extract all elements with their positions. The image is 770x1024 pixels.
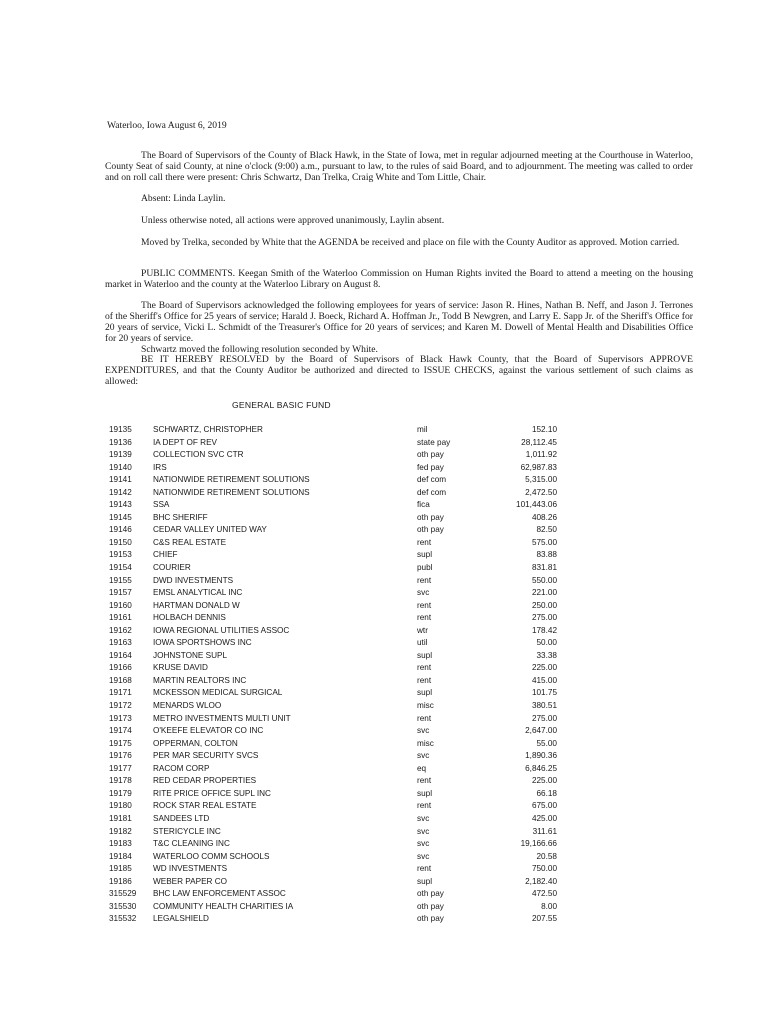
table-row: [0, 851, 770, 864]
vendor-name: STERICYCLE INC: [153, 826, 221, 836]
claim-amount: 66.18: [536, 788, 557, 798]
claim-number: 19176: [109, 751, 132, 761]
vendor-name: RED CEDAR PROPERTIES: [153, 776, 257, 786]
vendor-name: SANDEES LTD: [153, 813, 210, 823]
table-row: [0, 763, 770, 776]
dateline: Waterloo, Iowa August 6, 2019: [107, 120, 227, 131]
vendor-name: T&C CLEANING INC: [153, 839, 230, 849]
claim-amount: 2,472.50: [525, 487, 557, 497]
meeting-paragraph: The Board of Supervisors of the County of Black Hawk, in the State of Iowa, met in regular adjourned meeting at the Courthouse in Waterloo, County Seat of said County, at nine o'clock (9:00) a.m., pursuant to law, to the rules of said Board, and to adjournment. The meeting was called to order and on roll call there were present: Chris Schwartz, Dan Trelka, Craig White and Tom Little, Chair.: [105, 150, 693, 183]
vendor-name: MARTIN REALTORS INC: [153, 675, 247, 685]
table-row: [0, 725, 770, 738]
table-row: [0, 662, 770, 675]
table-row: [0, 650, 770, 663]
claim-number: 19166: [109, 663, 132, 673]
claim-amount: 575.00: [531, 537, 557, 547]
claim-type: supl: [417, 550, 433, 560]
vendor-name: CEDAR VALLEY UNITED WAY: [153, 525, 267, 535]
vendor-name: IA DEPT OF REV: [153, 437, 217, 447]
claim-number: 19184: [109, 851, 132, 861]
claim-amount: 101.75: [531, 688, 557, 698]
table-row: [0, 675, 770, 688]
vendor-name: IOWA SPORTSHOWS INC: [153, 638, 252, 648]
claim-number: 19181: [109, 813, 132, 823]
claim-amount: 178.42: [531, 625, 557, 635]
vendor-name: C&S REAL ESTATE: [153, 537, 227, 547]
claim-amount: 225.00: [531, 776, 557, 786]
claim-type: publ: [417, 563, 433, 573]
claim-number: 19168: [109, 675, 132, 685]
vendor-name: RACOM CORP: [153, 763, 210, 773]
table-row: [0, 562, 770, 575]
claim-number: 19139: [109, 450, 132, 460]
claim-amount: 472.50: [531, 889, 557, 899]
table-row: [0, 700, 770, 713]
claim-amount: 62,987.83: [520, 462, 557, 472]
claim-amount: 225.00: [531, 663, 557, 673]
claim-number: 19180: [109, 801, 132, 811]
claim-amount: 831.81: [531, 563, 557, 573]
vendor-name: NATIONWIDE RETIREMENT SOLUTIONS: [153, 475, 310, 485]
claim-number: 19157: [109, 588, 132, 598]
vendor-name: WEBER PAPER CO: [153, 876, 228, 886]
vendor-name: SSA: [153, 500, 170, 510]
table-row: [0, 524, 770, 537]
claim-amount: 82.50: [536, 525, 557, 535]
vendor-name: NATIONWIDE RETIREMENT SOLUTIONS: [153, 487, 310, 497]
claim-type: supl: [417, 788, 433, 798]
claim-type: oth pay: [417, 450, 444, 460]
claim-amount: 5,315.00: [525, 475, 557, 485]
table-row: [0, 713, 770, 726]
public-comments-paragraph: PUBLIC COMMENTS. Keegan Smith of the Waterloo Commission on Human Rights invited the Board to attend a meeting on the housing market in Waterloo and the county at the Waterloo Library on August 8.: [105, 268, 693, 290]
resolution-paragraph: BE IT HEREBY RESOLVED by the Board of Supervisors of Black Hawk County, that the Board of Supervisors APPROVE EXPENDITURES, and that the County Auditor be authorized and directed to ISSUE CHECKS, against the various settlement of such claims as allowed:: [105, 354, 693, 387]
claim-type: wtr: [417, 625, 428, 635]
table-row: [0, 424, 770, 437]
claim-type: rent: [417, 600, 432, 610]
claim-type: rent: [417, 801, 432, 811]
claim-number: 19178: [109, 776, 132, 786]
claim-amount: 380.51: [531, 701, 557, 711]
claim-number: 19172: [109, 701, 132, 711]
claim-amount: 550.00: [531, 575, 557, 585]
claim-number: 19153: [109, 550, 132, 560]
claim-number: 19150: [109, 537, 132, 547]
claim-amount: 6,846.25: [525, 763, 557, 773]
table-row: [0, 637, 770, 650]
claim-number: 19142: [109, 487, 132, 497]
claim-amount: 425.00: [531, 813, 557, 823]
claim-type: oth pay: [417, 901, 444, 911]
table-row: [0, 863, 770, 876]
table-row: [0, 462, 770, 475]
vendor-name: CHIEF: [153, 550, 178, 560]
claim-amount: 20.58: [536, 851, 557, 861]
claim-number: 19185: [109, 864, 132, 874]
claim-type: mil: [417, 425, 428, 434]
vendor-name: SCHWARTZ, CHRISTOPHER: [153, 425, 263, 434]
claim-amount: 152.10: [531, 425, 557, 434]
claim-amount: 408.26: [531, 512, 557, 522]
claim-number: 19162: [109, 625, 132, 635]
claim-number: 19173: [109, 713, 132, 723]
table-row: [0, 788, 770, 801]
table-row: [0, 826, 770, 839]
claim-type: misc: [417, 738, 434, 748]
agenda-paragraph: Moved by Trelka, seconded by White that the AGENDA be received and place on file with the County Auditor as approved. Motion carried.: [141, 237, 680, 248]
table-row: [0, 876, 770, 889]
vendor-name: COURIER: [153, 563, 191, 573]
table-row: [0, 600, 770, 613]
claim-number: 19175: [109, 738, 132, 748]
claim-amount: 415.00: [531, 675, 557, 685]
claim-type: def com: [417, 475, 447, 485]
claim-amount: 275.00: [531, 613, 557, 623]
claim-number: 315529: [109, 889, 137, 899]
claim-number: 19174: [109, 726, 132, 736]
claim-type: fed pay: [417, 462, 444, 472]
claim-amount: 2,182.40: [525, 876, 557, 886]
vendor-name: PER MAR SECURITY SVCS: [153, 751, 259, 761]
claim-amount: 250.00: [531, 600, 557, 610]
claim-number: 19155: [109, 575, 132, 585]
claim-type: svc: [417, 813, 430, 823]
table-row: [0, 750, 770, 763]
claim-amount: 8.00: [541, 901, 557, 911]
claim-number: 19177: [109, 763, 132, 773]
fund-title: GENERAL BASIC FUND: [232, 400, 331, 410]
vendor-name: WATERLOO COMM SCHOOLS: [153, 851, 270, 861]
claim-type: rent: [417, 663, 432, 673]
vendor-name: IOWA REGIONAL UTILITIES ASSOC: [153, 625, 290, 635]
claim-amount: 1,890.36: [525, 751, 557, 761]
table-row: [0, 800, 770, 813]
claim-amount: 50.00: [536, 638, 557, 648]
table-row: [0, 499, 770, 512]
claim-number: 19171: [109, 688, 132, 698]
vendor-name: MENARDS WLOO: [153, 701, 222, 711]
claim-number: 19136: [109, 437, 132, 447]
table-row: [0, 687, 770, 700]
claim-amount: 750.00: [531, 864, 557, 874]
vendor-name: METRO INVESTMENTS MULTI UNIT: [153, 713, 291, 723]
table-row: [0, 813, 770, 826]
table-row: [0, 449, 770, 462]
vendor-name: HARTMAN DONALD W: [153, 600, 240, 610]
claim-number: 19186: [109, 876, 132, 886]
table-row: [0, 512, 770, 525]
claim-amount: 1,011.92: [525, 450, 557, 460]
claim-number: 19163: [109, 638, 132, 648]
vendor-name: EMSL ANALYTICAL INC: [153, 588, 243, 598]
claim-number: 19182: [109, 826, 132, 836]
table-row: [0, 888, 770, 901]
unanimous-paragraph: Unless otherwise noted, all actions were approved unanimously, Laylin absent.: [141, 215, 445, 226]
claim-number: 19145: [109, 512, 132, 522]
claim-number: 19160: [109, 600, 132, 610]
vendor-name: KRUSE DAVID: [153, 663, 208, 673]
claim-type: oth pay: [417, 889, 444, 899]
claim-type: supl: [417, 650, 433, 660]
table-row: [0, 625, 770, 638]
claim-number: 19179: [109, 788, 132, 798]
claim-type: rent: [417, 613, 432, 623]
claim-type: util: [417, 638, 428, 648]
vendor-name: COLLECTION SVC CTR: [153, 450, 244, 460]
claim-amount: 101,443.06: [516, 500, 557, 510]
table-row: [0, 838, 770, 851]
years-of-service-paragraph: The Board of Supervisors acknowledged the following employees for years of service: Jason R. Hines, Nathan B. Neff, and Jason J. Terrones of the Sheriff's Office for 25 years of service; Harald J. Boeck, Richard A. Hoffman Jr., Todd B Newgren, and Larry E. Sapp Jr. of the Sheriff's Office for 20 years of service, Vicki L. Schmidt of the Treasurer's Office for 20 years of services; and Karen M. Dowell of Mental Health and Disabilities Office for 20 years of service.: [105, 300, 693, 344]
table-row: [0, 738, 770, 751]
claim-type: svc: [417, 726, 430, 736]
claim-amount: 55.00: [536, 738, 557, 748]
claims-table: [0, 424, 770, 926]
resolution-motion-line: Schwartz moved the following resolution seconded by White.: [141, 344, 378, 355]
absent-line: Absent: Linda Laylin.: [141, 193, 226, 204]
claim-type: svc: [417, 751, 430, 761]
table-row: [0, 587, 770, 600]
claim-type: eq: [417, 763, 427, 773]
claim-number: 19161: [109, 613, 132, 623]
claim-type: oth pay: [417, 914, 444, 924]
table-row: [0, 612, 770, 625]
claim-number: 19154: [109, 563, 132, 573]
claim-type: supl: [417, 688, 433, 698]
table-row: [0, 901, 770, 914]
claim-type: svc: [417, 839, 430, 849]
table-row: [0, 549, 770, 562]
claim-number: 19183: [109, 839, 132, 849]
vendor-name: LEGALSHIELD: [153, 914, 209, 924]
claim-type: svc: [417, 588, 430, 598]
table-row: [0, 537, 770, 550]
table-row: [0, 913, 770, 926]
vendor-name: WD INVESTMENTS: [153, 864, 228, 874]
table-row: [0, 474, 770, 487]
vendor-name: IRS: [153, 462, 167, 472]
claim-amount: 311.61: [532, 826, 557, 836]
claim-number: 19146: [109, 525, 132, 535]
claim-amount: 675.00: [531, 801, 557, 811]
claim-type: rent: [417, 675, 432, 685]
claim-type: fica: [417, 500, 430, 510]
claim-amount: 275.00: [531, 713, 557, 723]
table-row: [0, 437, 770, 450]
claim-type: state pay: [417, 437, 451, 447]
vendor-name: COMMUNITY HEALTH CHARITIES IA: [153, 901, 294, 911]
claim-type: rent: [417, 575, 432, 585]
vendor-name: RITE PRICE OFFICE SUPL INC: [153, 788, 271, 798]
claim-number: 315530: [109, 901, 137, 911]
table-row: [0, 575, 770, 588]
vendor-name: DWD INVESTMENTS: [153, 575, 234, 585]
vendor-name: OPPERMAN, COLTON: [153, 738, 238, 748]
vendor-name: HOLBACH DENNIS: [153, 613, 226, 623]
vendor-name: BHC SHERIFF: [153, 512, 208, 522]
claim-type: rent: [417, 713, 432, 723]
claim-amount: 33.38: [536, 650, 557, 660]
claim-amount: 19,166.66: [520, 839, 557, 849]
claim-type: rent: [417, 864, 432, 874]
claim-amount: 83.88: [536, 550, 557, 560]
claim-amount: 2,647.00: [525, 726, 557, 736]
claim-type: rent: [417, 537, 432, 547]
claim-type: misc: [417, 701, 434, 711]
vendor-name: JOHNSTONE SUPL: [153, 650, 228, 660]
claim-type: svc: [417, 851, 430, 861]
claim-type: oth pay: [417, 512, 444, 522]
claim-type: oth pay: [417, 525, 444, 535]
vendor-name: ROCK STAR REAL ESTATE: [153, 801, 257, 811]
vendor-name: BHC LAW ENFORCEMENT ASSOC: [153, 889, 286, 899]
claim-number: 315532: [109, 914, 137, 924]
claim-type: supl: [417, 876, 433, 886]
claim-number: 19164: [109, 650, 132, 660]
vendor-name: MCKESSON MEDICAL SURGICAL: [153, 688, 283, 698]
claim-number: 19135: [109, 425, 132, 434]
claim-number: 19141: [109, 475, 132, 485]
claim-number: 19140: [109, 462, 132, 472]
claim-amount: 207.55: [531, 914, 557, 924]
vendor-name: O'KEEFE ELEVATOR CO INC: [153, 726, 264, 736]
claim-type: rent: [417, 776, 432, 786]
claim-type: svc: [417, 826, 430, 836]
table-row: [0, 487, 770, 500]
claim-amount: 221.00: [531, 588, 557, 598]
claim-number: 19143: [109, 500, 132, 510]
claim-amount: 28,112.45: [521, 437, 557, 447]
claim-type: def com: [417, 487, 447, 497]
table-row: [0, 775, 770, 788]
